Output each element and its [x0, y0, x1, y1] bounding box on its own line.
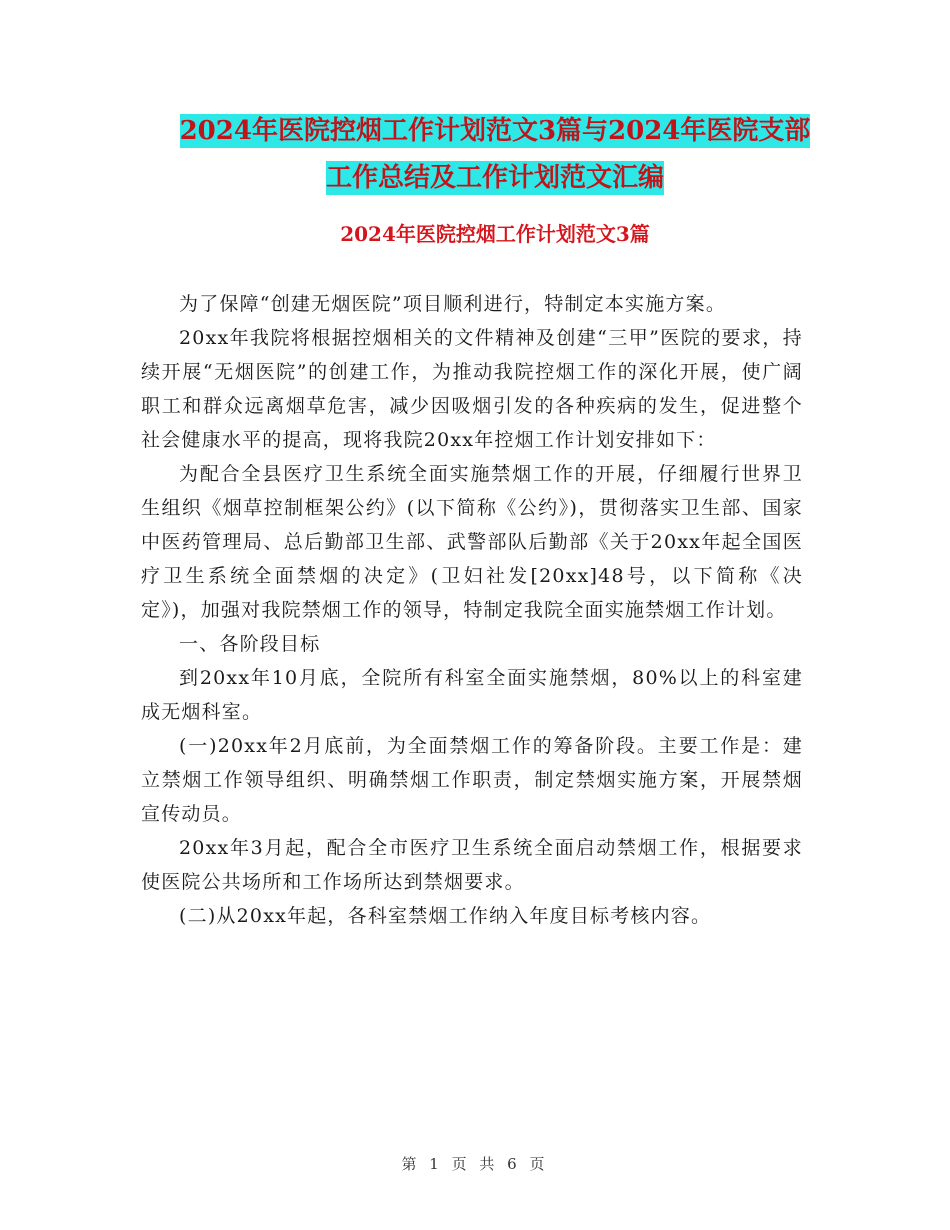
paragraph: 为了保障“创建无烟医院”项目顺利进行，特制定本实施方案。 [179, 293, 727, 315]
paragraph: (二)从20xx年起，各科室禁烟工作纳入年度目标考核内容。 [179, 905, 712, 927]
paragraph: 20xx年3月起，配合全市医疗卫生系统全面启动禁烟工作，根据要求使医院公共场所和工作场所达到禁烟要求。 [141, 837, 803, 893]
paragraph: 20xx年我院将根据控烟相关的文件精神及创建“三甲”医院的要求，持续开展“无烟医院”的创建工作，为推动我院控烟工作的深化开展，使广阔职工和群众远离烟草危害，减少因吸烟引发的各种疾病的发生，促进整个社会健康水平的提高，现将我院20xx年控烟工作计划安排如下： [141, 327, 803, 451]
paragraph: 为配合全县医疗卫生系统全面实施禁烟工作的开展，仔细履行世界卫生组织《烟草控制框架公约》(以下简称《公约》)，贯彻落实卫生部、国家中医药管理局、总后勤部卫生部、武警部队后勤部《关于20xx年起全国医疗卫生系统全面禁烟的决定》(卫妇社发[20xx]48号，以下简称《决定》)，加强对我院禁烟工作的领导，特制定我院全面实施禁烟工作计划。 [141, 463, 803, 621]
document-title-line-1: 2024年医院控烟工作计划范文3篇与2024年医院支部 [179, 116, 811, 146]
section-title: 2024年医院控烟工作计划范文3篇 [340, 222, 650, 246]
document-title [140, 108, 850, 202]
paragraph: (一)20xx年2月底前，为全面禁烟工作的筹备阶段。主要工作是：建立禁烟工作领导组织、明确禁烟工作职责，制定禁烟实施方案，开展禁烟宣传动员。 [141, 735, 803, 825]
paragraph: 到20xx年10月底，全院所有科室全面实施禁烟，80%以上的科室建成无烟科室。 [141, 667, 803, 723]
page-number-footer: 第 1 页 共 6 页 [401, 1155, 549, 1173]
document-title-line-2: 工作总结及工作计划范文汇编 [325, 163, 664, 193]
section-heading: 一、各阶段目标 [179, 633, 321, 655]
document-body [141, 287, 803, 933]
